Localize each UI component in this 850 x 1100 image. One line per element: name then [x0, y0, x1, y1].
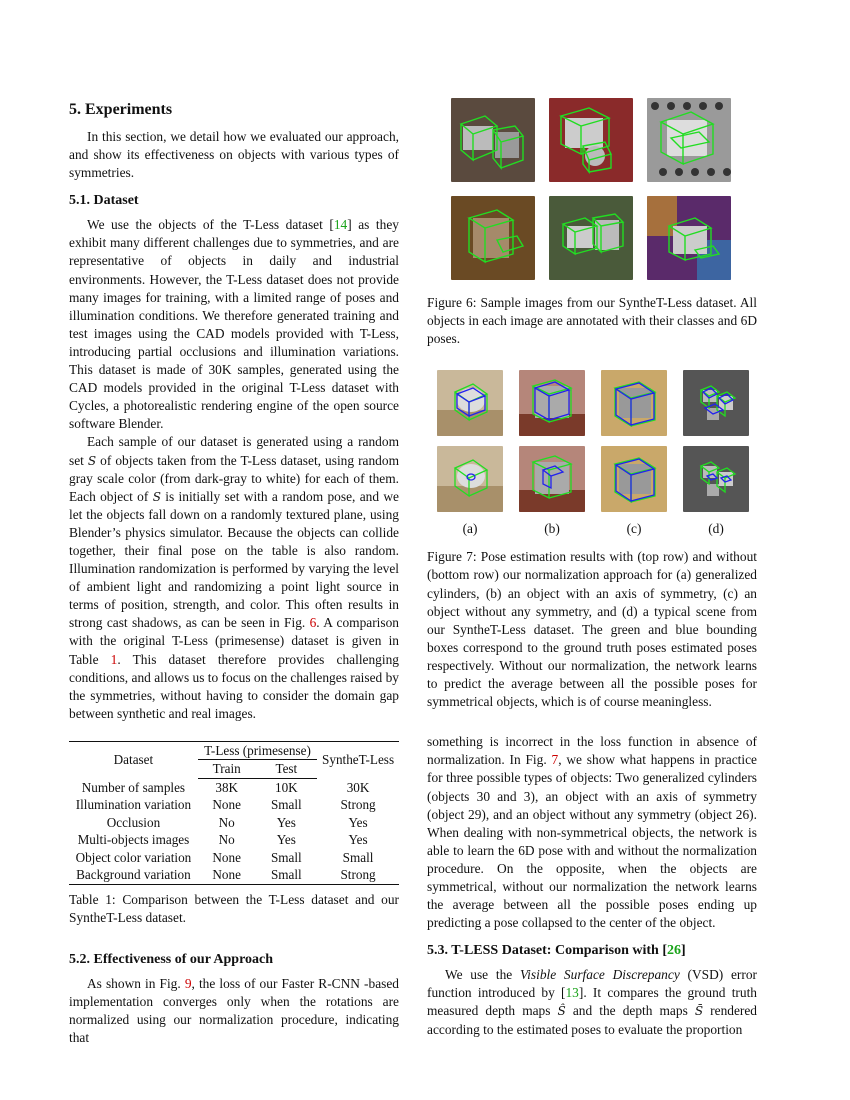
- section-title: 5. Experiments: [69, 101, 173, 118]
- header-test: Test: [256, 760, 318, 779]
- table-row: Multi-objects images No Yes Yes: [77, 832, 368, 848]
- intro-paragraph: In this section, we detail how we evaluated our approach, and show its effectiveness on objects with various types of symmetries.: [69, 129, 399, 181]
- citation-link[interactable]: 13: [565, 985, 579, 1001]
- subsection-title: 5.3. T-LESS Dataset: Comparison with [26]: [427, 943, 686, 959]
- pose-result-image: [683, 370, 749, 436]
- citation-link[interactable]: 26: [666, 943, 681, 959]
- sample-image: [647, 196, 731, 280]
- table-row: Illumination variation None Small Strong: [75, 797, 376, 813]
- figure-6-grid: [451, 98, 757, 280]
- header-dataset: Dataset: [69, 741, 198, 778]
- figure-7-caption: Figure 7: Pose estimation results with (top row) and without (bottom row) our normalization approach for (a) generalized cylinders, (b) an object with an axis of symmetry, (c) an object without any symmetry, and (d) a typical scene from our SyntheT-Less dataset. The green and blue bounding boxes correspond to the ground truth poses estimated poses respectively. Without our normalization, the network learns to predict the average between all the possible poses for symmetrical objects, which is of course meaningless.: [427, 549, 757, 710]
- header-synthe: SyntheT-Less: [317, 741, 399, 778]
- citation-link[interactable]: 14: [333, 217, 348, 233]
- subsection-title: 5.1. Dataset: [69, 193, 139, 209]
- pose-result-image: [601, 370, 667, 436]
- sample-image: [549, 196, 633, 280]
- sublabel: (b): [544, 521, 560, 537]
- effectiveness-paragraph: As shown in Fig. 9, the loss of our Faster R-CNN -based implementation converges only when the rotations are normalized using our normalization procedure, indicating that: [69, 976, 399, 1046]
- right-column: [427, 98, 757, 1039]
- figure-7-sublabels: [437, 520, 757, 538]
- sample-image: [647, 98, 731, 182]
- figure-7-grid: [437, 370, 757, 512]
- table-row: Number of samples 38K 10K 30K: [81, 779, 370, 795]
- sample-image: [451, 196, 535, 280]
- figure-ref-link[interactable]: 9: [184, 976, 192, 992]
- sublabel: (c): [626, 521, 642, 537]
- pose-result-image: [601, 446, 667, 512]
- dataset-paragraph-2: Each sample of our dataset is generated using a random set S of objects taken from the T-Less dataset, using random gray scale color (from dark-gray to white) for each of them. Each object of S is initially set with a random pose, and we let the objects fall down on a randomly textured plane, using Blender’s physics simulator. Because the objects can collide together, their final pose on the table is also random. Illumination randomization is performed by varying the level of ambient light and randomizing a point light source in terms of position, strength, and color. This often results in strong cast shadows, as can be seen in Fig. 6. A comparison with the original T-Less (primesense) dataset is given in Table 1. This dataset therefore provides challenging conditions, and allows us to focus on the challenges raised by the symmetries, without having to consider the domain gap between synthetic and real images.: [69, 434, 399, 721]
- sample-image: [451, 98, 535, 182]
- figure-ref-link[interactable]: 7: [551, 752, 559, 768]
- dataset-paragraph-1: We use the objects of the T-Less dataset [14] as they exhibit many different challenges due to symmetries, and are representative of objects in daily and industrial environments. However, the T-Less dataset does not provide many images for training, with a limited range of poses and illumination conditions. We therefore generated training and test images using the CAD models provided with T-Less, introducing partial occlusions and illumination variations. This dataset is made of 30K samples, generated using the CAD models provided in the original T-Less dataset with Cycles, a photorealistic rendering engine of the open source software Blender.: [69, 217, 399, 432]
- pose-result-image: [437, 446, 503, 512]
- table-row: Object color variation None Small Small: [75, 849, 374, 865]
- header-group: T-Less (primesense): [198, 741, 317, 760]
- sample-image: [549, 98, 633, 182]
- table-caption: Table 1: Comparison between the T-Less dataset and our SyntheT-Less dataset.: [69, 891, 399, 925]
- pose-result-image: [437, 370, 503, 436]
- table-ref-link[interactable]: 1: [110, 651, 118, 667]
- left-column: [69, 96, 399, 1047]
- figure-ref-link[interactable]: 6: [309, 615, 317, 631]
- sublabel: (d): [708, 521, 724, 537]
- header-train: Train: [198, 760, 256, 779]
- pose-result-image: [683, 446, 749, 512]
- table-row: Background variation None Small Strong: [69, 866, 399, 884]
- figure-6-caption: Figure 6: Sample images from our SyntheT-Less dataset. All objects in each image are annotated with their classes and 6D poses.: [427, 295, 757, 347]
- sublabel: (a): [462, 521, 478, 537]
- subsection-title: 5.2. Effectiveness of our Approach: [69, 952, 274, 968]
- table-row: Occlusion No Yes Yes: [106, 814, 368, 830]
- pose-result-image: [519, 370, 585, 436]
- comparison-table: [69, 741, 399, 927]
- tless-paragraph: We use the Visible Surface Discrepancy (VSD) error function introduced by [13]. It compares the ground truth measured depth maps Ŝ and the depth maps S̄ rendered according to the estimated poses to evaluate the proportion: [427, 967, 757, 1037]
- pose-result-image: [519, 446, 585, 512]
- normalization-paragraph: something is incorrect in the loss function in absence of normalization. In Fig. 7, we show what happens in practice for three possible types of objects: Two generalized cylinders (objects 30 and 3), an object with an axis of symmetry (object 29), and an object without any symmetry (object 26). When dealing with non-symmetrical objects, the network is able to learn the 6D pose with and without the normalization procedure. On the opposite, when the objects are symmetrical, without our normalization the network learns the average between all the possible poses ending up predicting a pose collapsed to the center of the object.: [427, 734, 758, 931]
